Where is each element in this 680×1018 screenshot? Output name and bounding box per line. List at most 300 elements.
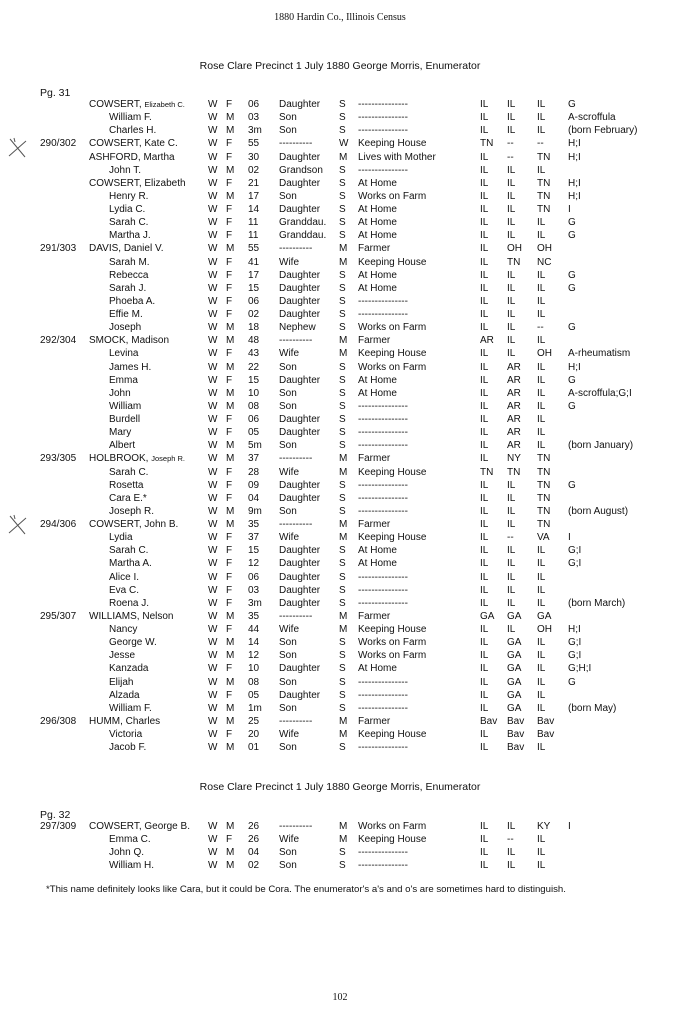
sex-cell: F: [226, 295, 233, 307]
relationship-cell: ----------: [279, 453, 313, 465]
mother-birthplace-cell: OH: [537, 348, 552, 360]
relationship-cell: Son: [279, 676, 297, 688]
marital-status-cell: M: [339, 335, 348, 347]
notes-cell: A-scroffula: [568, 112, 616, 124]
given-name: Nancy: [109, 624, 138, 635]
table-row: [0, 610, 680, 623]
relationship-cell: Wife: [279, 466, 299, 478]
age-cell: 05: [248, 427, 260, 439]
occupation-cell: Farmer: [358, 453, 391, 465]
table-row: [0, 308, 680, 321]
age-cell: 9m: [248, 505, 262, 517]
occupation-cell: ---------------: [358, 440, 408, 452]
notes-cell: I: [568, 204, 571, 215]
given-name: George W.: [109, 637, 157, 649]
race-cell: W: [208, 164, 218, 176]
race-cell: W: [208, 650, 218, 662]
birthplace-cell: TN: [480, 138, 494, 150]
mother-birthplace-cell: Bav: [537, 729, 555, 740]
notes-cell: G: [568, 322, 576, 334]
person-name: [89, 610, 174, 623]
sex-cell: F: [226, 584, 233, 596]
relationship-cell: Son: [279, 505, 297, 517]
table-row: [0, 584, 680, 597]
marital-status-cell: S: [339, 597, 346, 609]
sex-cell: F: [226, 414, 233, 425]
race-cell: W: [208, 177, 218, 189]
father-birthplace-cell: IL: [507, 821, 516, 832]
sex-cell: F: [226, 99, 233, 110]
given-name: Elizabeth: [144, 177, 186, 189]
table-row: [0, 662, 680, 675]
marital-status-cell: M: [339, 729, 348, 740]
marital-status-cell: S: [339, 204, 346, 215]
age-cell: 05: [248, 689, 260, 701]
occupation-cell: At Home: [358, 204, 397, 215]
relationship-cell: Wife: [279, 348, 299, 360]
notes-cell: (born January): [568, 440, 634, 452]
age-cell: 10: [248, 387, 260, 399]
given-name: Rebecca: [109, 269, 149, 281]
relationship-cell: Son: [279, 847, 297, 859]
race-cell: W: [208, 151, 218, 163]
relationship-cell: Nephew: [279, 322, 316, 334]
marital-status-cell: M: [339, 715, 348, 727]
occupation-cell: Farmer: [358, 243, 391, 255]
occupation-cell: At Home: [358, 558, 397, 570]
marital-status-cell: W: [339, 138, 349, 150]
given-name: Martha A.: [109, 558, 152, 570]
race-cell: W: [208, 427, 218, 439]
relationship-cell: Daughter: [279, 374, 321, 386]
father-birthplace-cell: AR: [507, 440, 521, 452]
race-cell: W: [208, 821, 218, 832]
table-row: [0, 111, 680, 124]
father-birthplace-cell: GA: [507, 650, 522, 662]
relationship-cell: Granddau.: [279, 217, 327, 229]
age-cell: 12: [248, 558, 260, 570]
relationship-cell: ----------: [279, 243, 313, 255]
sex-cell: F: [226, 689, 233, 701]
occupation-cell: At Home: [358, 387, 397, 399]
father-birthplace-cell: AR: [507, 414, 521, 425]
relationship-cell: ----------: [279, 335, 313, 347]
given-name: James H.: [109, 361, 152, 373]
sex-cell: F: [226, 427, 233, 439]
surname: DAVIS,: [89, 243, 122, 255]
father-birthplace-cell: AR: [507, 427, 521, 439]
father-birthplace-cell: IL: [507, 230, 516, 242]
page-label: Pg. 31: [40, 87, 71, 99]
birthplace-cell: IL: [480, 729, 489, 740]
age-cell: 5m: [248, 440, 262, 452]
father-birthplace-cell: Bav: [507, 729, 525, 740]
relationship-cell: Wife: [279, 729, 299, 740]
mother-birthplace-cell: TN: [537, 466, 551, 478]
relationship-cell: Daughter: [279, 689, 321, 701]
age-cell: 06: [248, 571, 260, 583]
given-name: Elijah: [109, 676, 134, 688]
given-name: Elizabeth C.: [144, 100, 185, 109]
age-cell: 14: [248, 204, 260, 215]
dwelling-family-number: 296/308: [40, 715, 77, 727]
mother-birthplace-cell: IL: [537, 269, 546, 281]
marital-status-cell: S: [339, 558, 346, 570]
given-name: John Q.: [109, 847, 145, 859]
birthplace-cell: IL: [480, 217, 489, 229]
notes-cell: (born May): [568, 702, 617, 714]
sex-cell: F: [226, 571, 233, 583]
birthplace-cell: IL: [480, 269, 489, 281]
race-cell: W: [208, 414, 218, 425]
sex-cell: F: [226, 834, 233, 846]
sex-cell: F: [226, 558, 233, 570]
birthplace-cell: IL: [480, 676, 489, 688]
marital-status-cell: S: [339, 414, 346, 425]
surname: COWSERT,: [89, 519, 142, 530]
sex-cell: M: [226, 453, 235, 465]
notes-cell: G: [568, 217, 576, 229]
occupation-cell: Works on Farm: [358, 322, 427, 334]
age-cell: 10: [248, 663, 260, 675]
relationship-cell: Son: [279, 860, 297, 872]
relationship-cell: Daughter: [279, 99, 321, 110]
notes-cell: G;I: [568, 545, 582, 557]
sex-cell: F: [226, 624, 233, 635]
father-birthplace-cell: AR: [507, 400, 521, 412]
birthplace-cell: TN: [480, 466, 494, 478]
table-row: [0, 531, 680, 544]
given-name: William F.: [109, 112, 152, 124]
sex-cell: F: [226, 151, 233, 163]
mother-birthplace-cell: IL: [537, 860, 546, 872]
table-row: [0, 334, 680, 347]
father-birthplace-cell: GA: [507, 702, 522, 714]
notes-cell: (born March): [568, 597, 626, 609]
marital-status-cell: S: [339, 742, 346, 754]
mother-birthplace-cell: IL: [537, 230, 546, 242]
occupation-cell: Keeping House: [358, 466, 427, 478]
race-cell: W: [208, 742, 218, 754]
given-name: Kanzada: [109, 663, 149, 675]
mother-birthplace-cell: TN: [537, 492, 551, 504]
relationship-cell: ----------: [279, 610, 313, 622]
race-cell: W: [208, 243, 218, 255]
race-cell: W: [208, 715, 218, 727]
given-name: Joseph R.: [151, 454, 186, 464]
race-cell: W: [208, 440, 218, 452]
occupation-cell: ---------------: [358, 112, 408, 124]
race-cell: W: [208, 204, 218, 215]
birthplace-cell: IL: [480, 453, 489, 465]
sex-cell: M: [226, 440, 235, 452]
sex-cell: M: [226, 742, 235, 754]
table-row: [0, 557, 680, 570]
age-cell: 18: [248, 322, 260, 334]
race-cell: W: [208, 834, 218, 846]
notes-cell: H;I: [568, 190, 581, 202]
age-cell: 17: [248, 269, 260, 281]
occupation-cell: ---------------: [358, 742, 408, 754]
birthplace-cell: IL: [480, 742, 489, 754]
mother-birthplace-cell: IL: [537, 571, 546, 583]
marital-status-cell: M: [339, 151, 348, 163]
mother-birthplace-cell: TN: [537, 479, 551, 491]
table-row: [0, 295, 680, 308]
sex-cell: M: [226, 505, 235, 517]
table-row: [0, 190, 680, 203]
age-cell: 02: [248, 860, 260, 872]
sex-cell: F: [226, 256, 233, 268]
occupation-cell: ---------------: [358, 492, 408, 504]
notes-cell: A-scroffula;G;I: [568, 387, 632, 399]
relationship-cell: ----------: [279, 715, 313, 727]
mother-birthplace-cell: IL: [537, 597, 546, 609]
marital-status-cell: S: [339, 269, 346, 281]
relationship-cell: Daughter: [279, 479, 321, 491]
birthplace-cell: IL: [480, 177, 489, 189]
age-cell: 11: [248, 230, 259, 242]
sex-cell: M: [226, 610, 235, 622]
marital-status-cell: S: [339, 637, 346, 649]
dwelling-family-number: 297/309: [40, 821, 77, 832]
occupation-cell: Keeping House: [358, 624, 427, 635]
race-cell: W: [208, 322, 218, 334]
dwelling-family-number: 295/307: [40, 610, 77, 622]
sex-cell: M: [226, 112, 235, 124]
age-cell: 35: [248, 519, 260, 530]
table-row: [0, 321, 680, 334]
sex-cell: F: [226, 532, 233, 544]
mother-birthplace-cell: IL: [537, 400, 546, 412]
relationship-cell: Son: [279, 742, 297, 754]
occupation-cell: ---------------: [358, 295, 408, 307]
race-cell: W: [208, 860, 218, 872]
occupation-cell: ---------------: [358, 584, 408, 596]
age-cell: 04: [248, 847, 260, 859]
relationship-cell: Son: [279, 650, 297, 662]
table-row: [0, 715, 680, 728]
age-cell: 17: [248, 190, 260, 202]
race-cell: W: [208, 309, 218, 320]
given-name: William F.: [109, 702, 152, 714]
given-name: Sarah C.: [109, 545, 149, 557]
given-name: Victoria: [109, 729, 143, 740]
table-row: [0, 151, 680, 164]
person-name: [89, 334, 169, 347]
relationship-cell: Daughter: [279, 663, 321, 675]
father-birthplace-cell: GA: [507, 663, 522, 675]
occupation-cell: ---------------: [358, 125, 408, 137]
age-cell: 20: [248, 729, 260, 740]
birthplace-cell: IL: [480, 479, 489, 491]
relationship-cell: Son: [279, 112, 297, 124]
sex-cell: M: [226, 361, 235, 373]
table-row: [0, 400, 680, 413]
relationship-cell: Daughter: [279, 427, 321, 439]
birthplace-cell: IL: [480, 282, 489, 294]
father-birthplace-cell: OH: [507, 243, 522, 255]
birthplace-cell: IL: [480, 256, 489, 268]
race-cell: W: [208, 689, 218, 701]
father-birthplace-cell: NY: [507, 453, 521, 465]
relationship-cell: Daughter: [279, 545, 321, 557]
father-birthplace-cell: GA: [507, 676, 522, 688]
race-cell: W: [208, 545, 218, 557]
age-cell: 37: [248, 453, 260, 465]
birthplace-cell: IL: [480, 440, 489, 452]
marital-status-cell: S: [339, 125, 346, 137]
marital-status-cell: M: [339, 532, 348, 544]
given-name: Jesse: [109, 650, 136, 662]
father-birthplace-cell: GA: [507, 637, 522, 649]
occupation-cell: ---------------: [358, 676, 408, 688]
age-cell: 44: [248, 624, 260, 635]
marital-status-cell: S: [339, 676, 346, 688]
age-cell: 03: [248, 112, 260, 124]
race-cell: W: [208, 387, 218, 399]
occupation-cell: Keeping House: [358, 532, 427, 544]
age-cell: 12: [248, 650, 260, 662]
mother-birthplace-cell: NC: [537, 256, 552, 268]
age-cell: 02: [248, 164, 260, 176]
occupation-cell: At Home: [358, 269, 397, 281]
race-cell: W: [208, 847, 218, 859]
mother-birthplace-cell: IL: [537, 335, 546, 347]
mother-birthplace-cell: IL: [537, 689, 546, 701]
occupation-cell: Works on Farm: [358, 637, 427, 649]
sex-cell: M: [226, 190, 235, 202]
age-cell: 48: [248, 335, 260, 347]
marital-status-cell: S: [339, 663, 346, 675]
age-cell: 06: [248, 99, 260, 110]
age-cell: 08: [248, 400, 260, 412]
father-birthplace-cell: IL: [507, 624, 516, 635]
occupation-cell: ---------------: [358, 702, 408, 714]
birthplace-cell: IL: [480, 99, 489, 110]
marital-status-cell: M: [339, 348, 348, 360]
surname: COWSERT,: [89, 821, 142, 832]
mother-birthplace-cell: IL: [537, 440, 546, 452]
sex-cell: M: [226, 519, 235, 530]
relationship-cell: ----------: [279, 138, 313, 150]
age-cell: 25: [248, 715, 260, 727]
surname: HUMM,: [89, 715, 123, 727]
birthplace-cell: AR: [480, 335, 494, 347]
person-name: [89, 177, 186, 190]
race-cell: W: [208, 190, 218, 202]
father-birthplace-cell: AR: [507, 387, 521, 399]
table-row: [0, 741, 680, 754]
footnote: *This name definitely looks like Cara, but it could be Cora. The enumerator's a's and o's are sometimes hard to distinguish.: [46, 884, 566, 895]
father-birthplace-cell: IL: [507, 348, 516, 360]
relationship-cell: Wife: [279, 532, 299, 544]
given-name: Effie M.: [109, 309, 143, 320]
person-name: [89, 452, 185, 465]
marital-status-cell: S: [339, 860, 346, 872]
race-cell: W: [208, 125, 218, 137]
sex-cell: F: [226, 309, 233, 320]
mother-birthplace-cell: IL: [537, 374, 546, 386]
father-birthplace-cell: Bav: [507, 742, 525, 754]
father-birthplace-cell: GA: [507, 610, 522, 622]
birthplace-cell: IL: [480, 414, 489, 425]
birthplace-cell: IL: [480, 663, 489, 675]
marital-status-cell: S: [339, 112, 346, 124]
marital-status-cell: S: [339, 492, 346, 504]
father-birthplace-cell: IL: [507, 269, 516, 281]
sex-cell: M: [226, 702, 235, 714]
table-row: [0, 479, 680, 492]
birthplace-cell: IL: [480, 519, 489, 530]
sex-cell: F: [226, 177, 233, 189]
father-birthplace-cell: IL: [507, 204, 516, 215]
marital-status-cell: S: [339, 505, 346, 517]
sex-cell: F: [226, 282, 233, 294]
age-cell: 26: [248, 834, 260, 846]
father-birthplace-cell: IL: [507, 505, 516, 517]
mother-birthplace-cell: IL: [537, 295, 546, 307]
father-birthplace-cell: IL: [507, 217, 516, 229]
mother-birthplace-cell: KY: [537, 821, 551, 832]
occupation-cell: Farmer: [358, 715, 391, 727]
birthplace-cell: IL: [480, 624, 489, 635]
occupation-cell: ---------------: [358, 99, 408, 110]
birthplace-cell: IL: [480, 532, 489, 544]
birthplace-cell: IL: [480, 151, 489, 163]
given-name: Martha: [143, 151, 175, 163]
sex-cell: M: [226, 637, 235, 649]
age-cell: 11: [248, 217, 259, 229]
race-cell: W: [208, 532, 218, 544]
race-cell: W: [208, 269, 218, 281]
given-name: Sarah C.: [109, 217, 149, 229]
marital-status-cell: S: [339, 440, 346, 452]
person-name: [89, 242, 164, 255]
father-birthplace-cell: IL: [507, 571, 516, 583]
relationship-cell: Daughter: [279, 177, 321, 189]
marital-status-cell: S: [339, 847, 346, 859]
occupation-cell: ---------------: [358, 427, 408, 439]
sex-cell: M: [226, 715, 235, 727]
given-name: Albert: [109, 440, 136, 452]
occupation-cell: ---------------: [358, 479, 408, 491]
birthplace-cell: IL: [480, 243, 489, 255]
relationship-cell: Daughter: [279, 492, 321, 504]
birthplace-cell: GA: [480, 610, 495, 622]
given-name: Cara E.*: [109, 492, 147, 504]
race-cell: W: [208, 282, 218, 294]
birthplace-cell: IL: [480, 702, 489, 714]
mother-birthplace-cell: IL: [537, 427, 546, 439]
section-heading: Rose Clare Precinct 1 July 1880 George Morris, Enumerator: [199, 781, 481, 793]
birthplace-cell: IL: [480, 125, 489, 137]
age-cell: 15: [248, 282, 260, 294]
birthplace-cell: IL: [480, 584, 489, 596]
occupation-cell: Works on Farm: [358, 821, 427, 832]
occupation-cell: Keeping House: [358, 138, 427, 150]
sex-cell: F: [226, 138, 233, 150]
sex-cell: M: [226, 125, 235, 137]
relationship-cell: Wife: [279, 834, 299, 846]
marital-status-cell: S: [339, 309, 346, 320]
given-name: Lydia: [109, 532, 133, 544]
occupation-cell: ---------------: [358, 860, 408, 872]
occupation-cell: ---------------: [358, 309, 408, 320]
race-cell: W: [208, 112, 218, 124]
occupation-cell: Keeping House: [358, 256, 427, 268]
mother-birthplace-cell: TN: [537, 190, 551, 202]
